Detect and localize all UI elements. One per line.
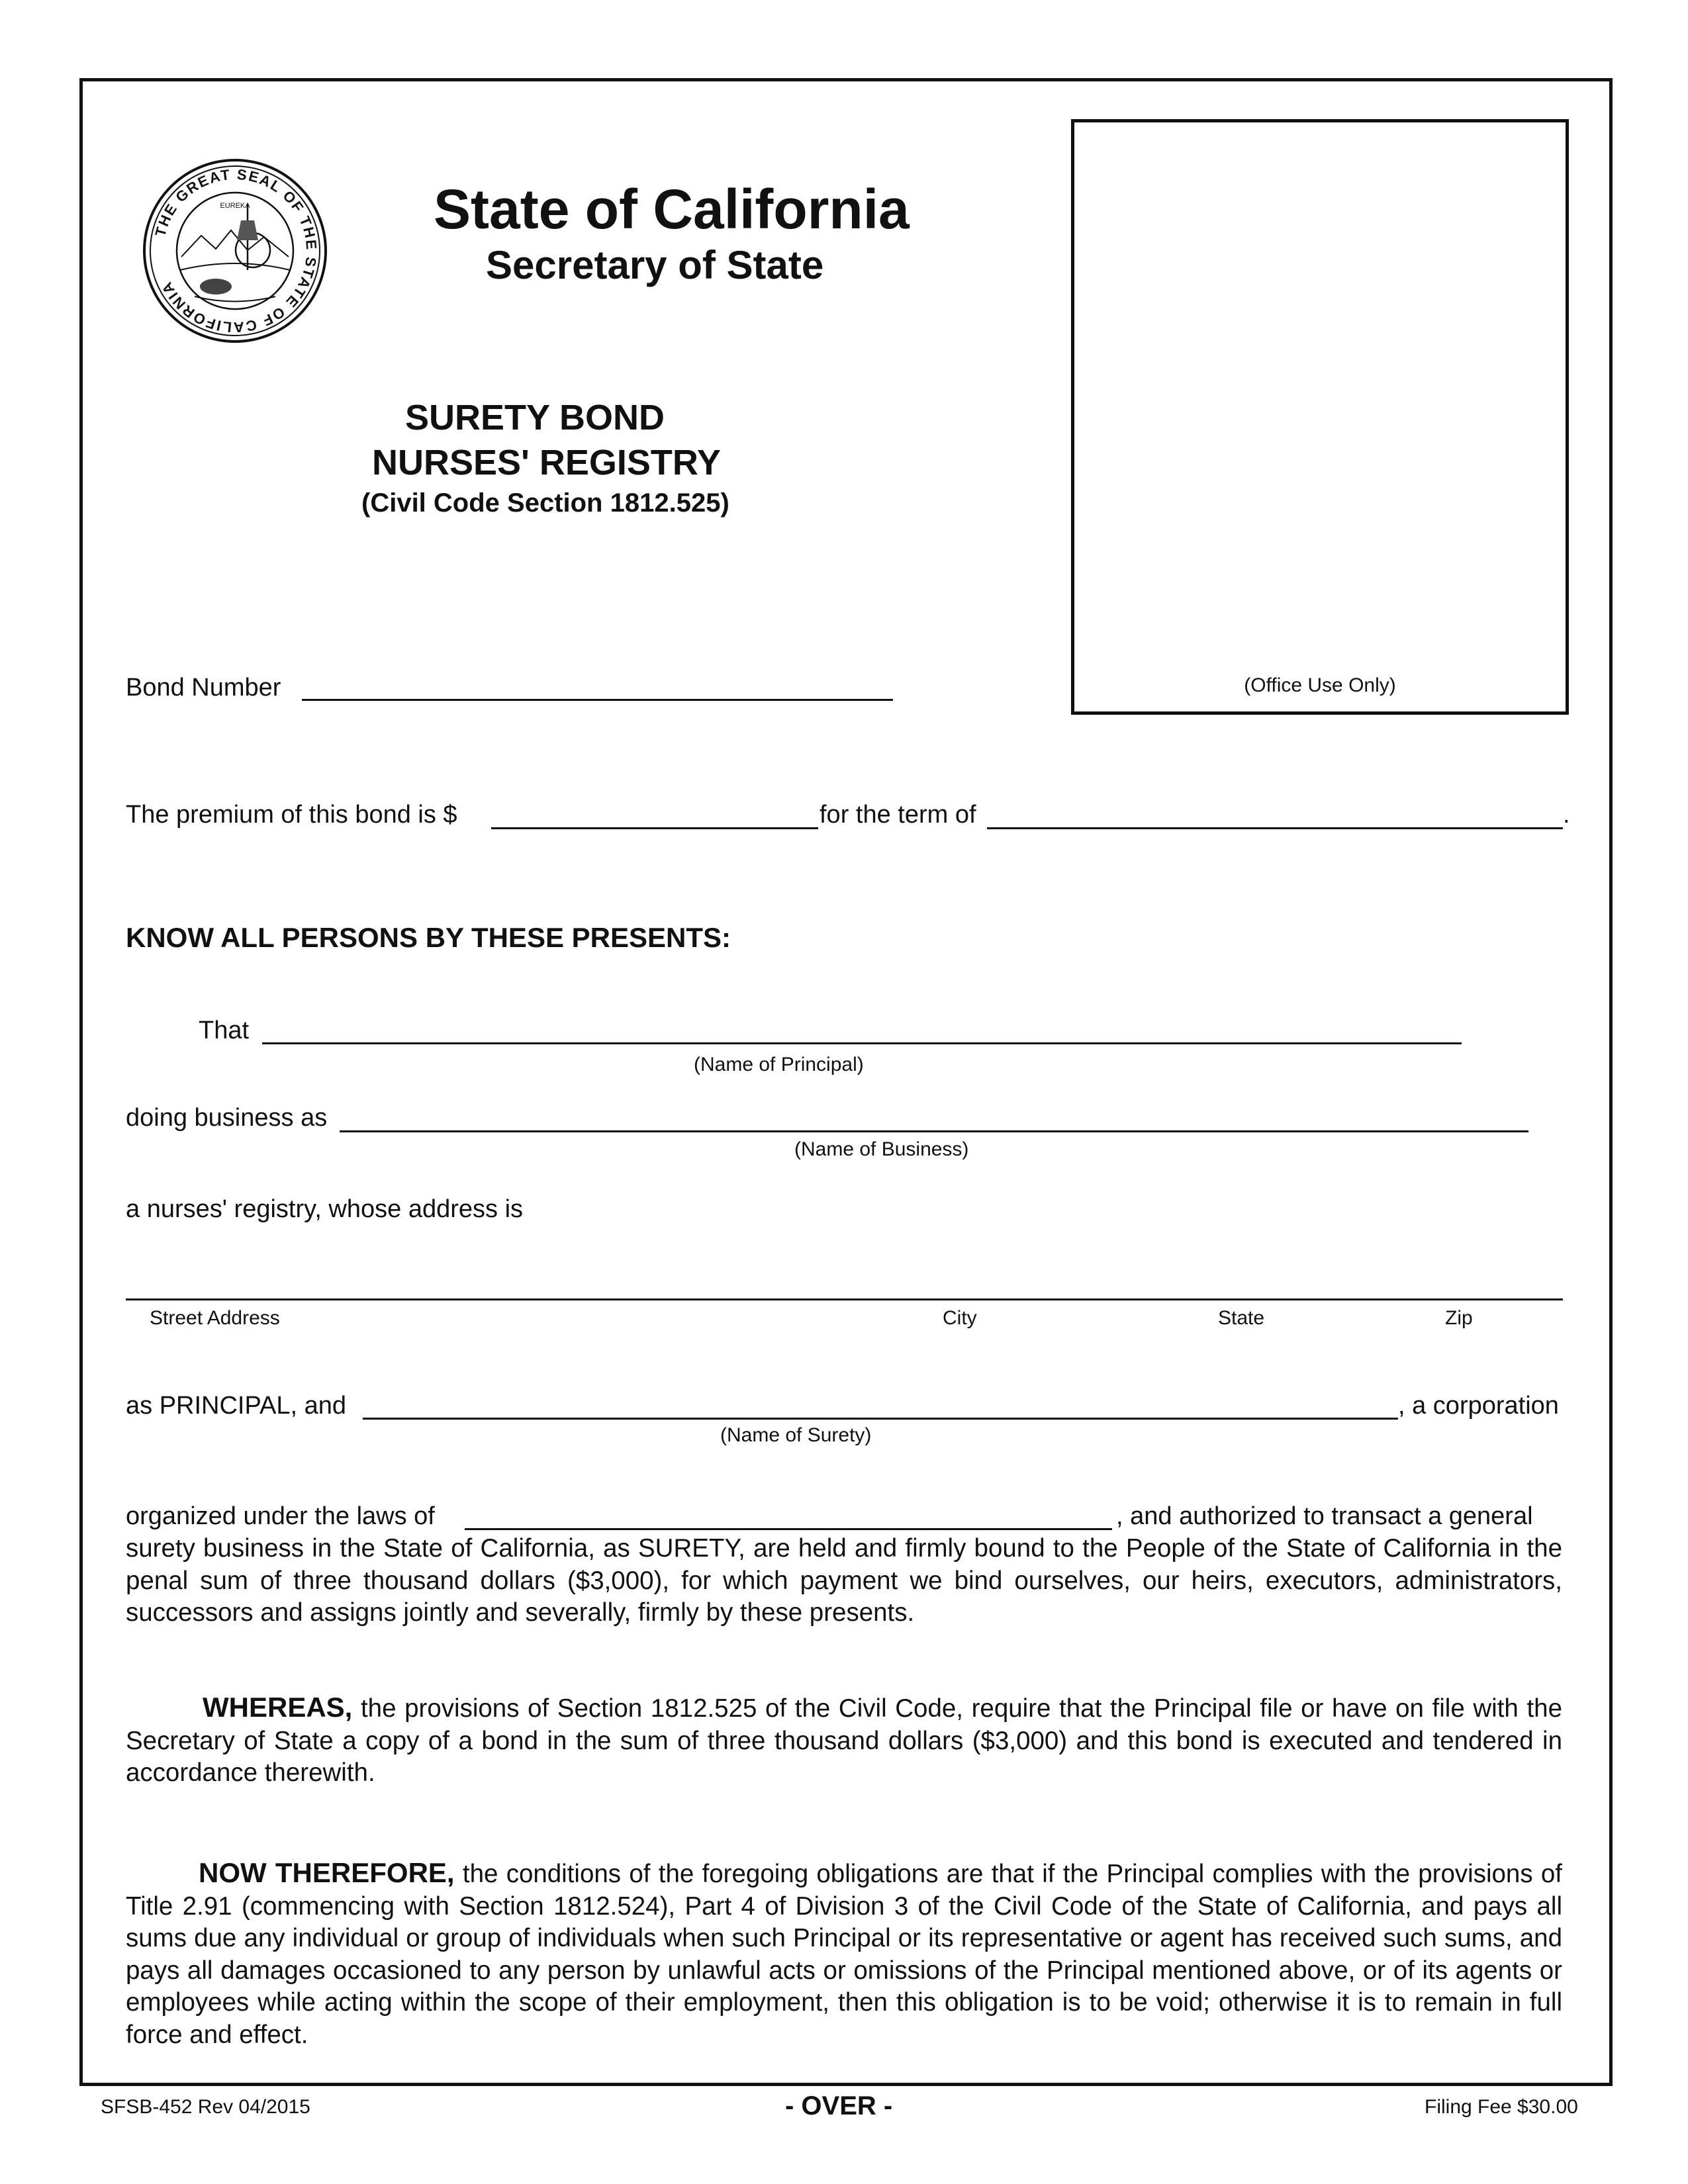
- address-intro: a nurses' registry, whose address is: [126, 1195, 524, 1223]
- office-subtitle: Secretary of State: [486, 243, 824, 287]
- filing-fee: Filing Fee $30.00: [1425, 2096, 1578, 2118]
- form-title-citation: (Civil Code Section 1812.525): [361, 488, 729, 518]
- know-all-heading: KNOW ALL PERSONS BY THESE PRESENTS:: [126, 922, 731, 953]
- business-name-field[interactable]: [340, 1130, 1528, 1132]
- form-title-line1: SURETY BOND: [405, 398, 665, 437]
- office-use-box: [1071, 119, 1569, 715]
- now-therefore-lead: NOW THEREFORE,: [199, 1857, 455, 1888]
- premium-amount-field[interactable]: [491, 827, 818, 829]
- principal-and-label: as PRINCIPAL, and: [126, 1392, 347, 1420]
- bond-terms-paragraph: surety business in the State of California, as SURETY, are held and firmly bound to the People of the State of California in the penal sum of three thousand dollars ($3,000), for which payment we bind ourselves, our heirs, executors, administrators, successors and assigns jointly and severally, firmly by these presents.: [126, 1534, 1562, 1627]
- address-field[interactable]: [126, 1298, 1563, 1300]
- business-caption: (Name of Business): [794, 1138, 969, 1160]
- corporation-label: , a corporation: [1398, 1392, 1559, 1420]
- term-field[interactable]: [987, 827, 1563, 829]
- surety-name-field[interactable]: [363, 1418, 1398, 1420]
- form-title-line2: NURSES' REGISTRY: [372, 443, 721, 482]
- svg-text:THE GREAT SEAL OF THE STATE OF: THE GREAT SEAL OF THE STATE OF CALIFORNIA: [152, 165, 320, 336]
- dba-label: doing business as: [126, 1104, 328, 1132]
- zip-caption: Zip: [1445, 1307, 1473, 1329]
- state-title: State of California: [434, 178, 910, 240]
- premium-label: The premium of this bond is $: [126, 801, 457, 829]
- organized-after: , and authorized to transact a general: [1116, 1502, 1533, 1530]
- whereas-lead: WHEREAS,: [203, 1692, 353, 1723]
- principal-name-field[interactable]: [262, 1042, 1462, 1044]
- bond-number-label: Bond Number: [126, 674, 281, 702]
- whereas-paragraph: [126, 1692, 1562, 1790]
- term-period: .: [1563, 801, 1570, 829]
- now-therefore-paragraph: [126, 1857, 1562, 2051]
- california-seal-icon: [142, 158, 328, 344]
- bond-number-field[interactable]: [302, 699, 893, 701]
- svg-text:EUREKA: EUREKA: [220, 202, 250, 210]
- organized-label: organized under the laws of: [126, 1502, 435, 1530]
- state-of-organization-field[interactable]: [465, 1528, 1112, 1530]
- surety-caption: (Name of Surety): [720, 1424, 872, 1446]
- that-label: That: [199, 1017, 250, 1044]
- city-caption: City: [943, 1307, 977, 1329]
- form-id: SFSB-452 Rev 04/2015: [101, 2096, 310, 2118]
- over-label: - OVER -: [785, 2091, 893, 2120]
- term-label: for the term of: [820, 801, 976, 829]
- street-caption: Street Address: [150, 1307, 280, 1329]
- whereas-text: the provisions of Section 1812.525 of the Civil Code, require that the Principal file or have on file with the Secretary of State a copy of a bond in the sum of three thousand dollars ($3,000) and this bond is executed and tendered in accordance therewith.: [126, 1694, 1562, 1787]
- principal-caption: (Name of Principal): [694, 1054, 864, 1075]
- now-therefore-text: the conditions of the foregoing obligations are that if the Principal complies with the provisions of Title 2.91 (commencing with Section 1812.524), Part 4 of Division 3 of the Civil Code of the State of California, and pays all sums due any individual or group of individuals when such Principal or its representative or agent has received such sums, and pays all damages occasioned to any person by unlawful acts or omissions of the Principal mentioned above, or of its agents or employees while acting within the scope of their employment, then this obligation is to be void; otherwise it is to remain in full force and effect.: [126, 1860, 1562, 2049]
- state-caption: State: [1218, 1307, 1265, 1329]
- office-use-label: (Office Use Only): [1244, 674, 1396, 696]
